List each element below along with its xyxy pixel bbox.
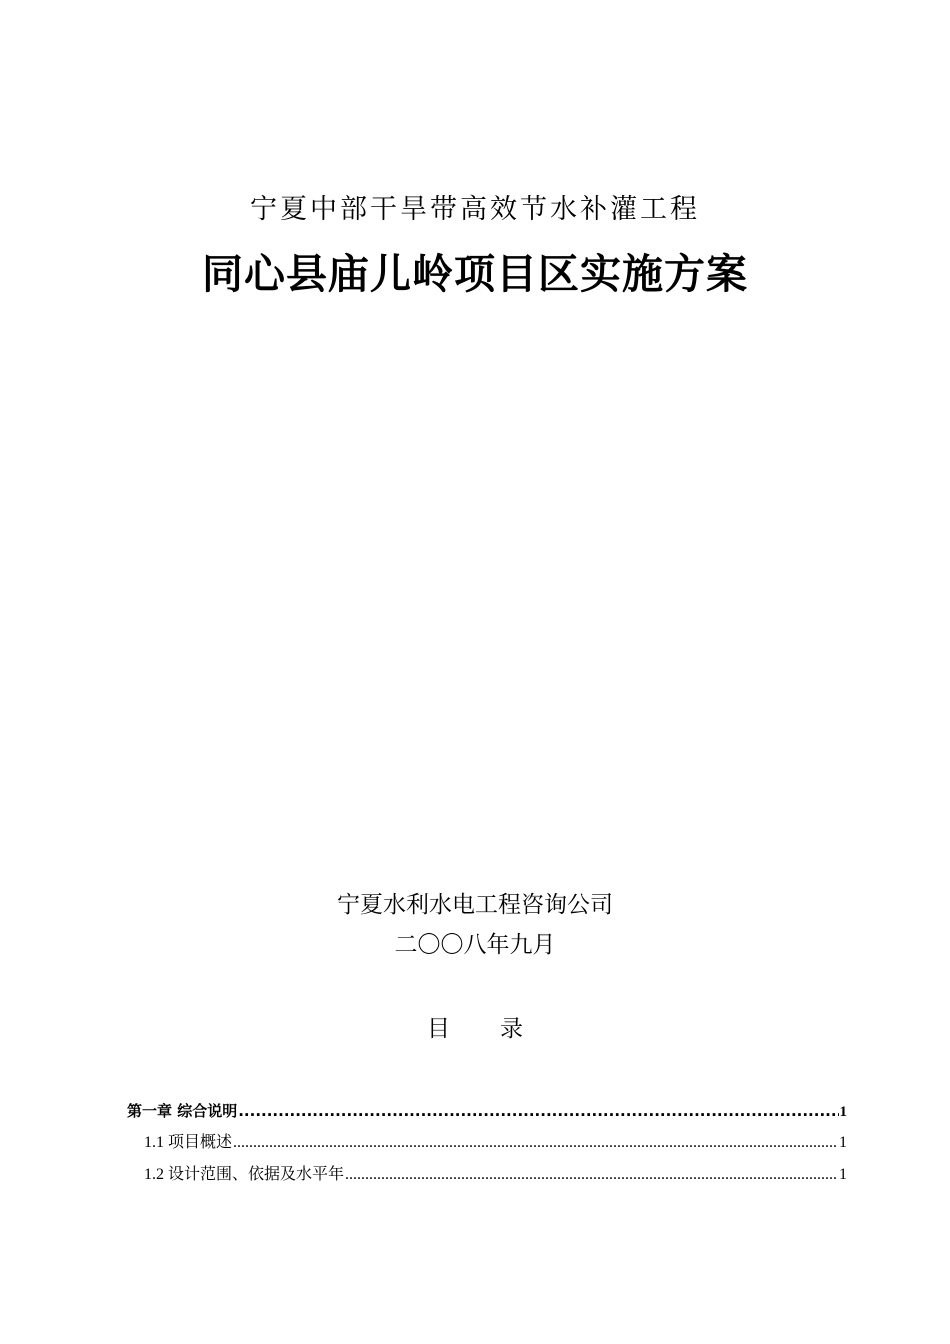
toc-heading-part1: 目 <box>427 1016 450 1042</box>
table-of-contents <box>127 1098 847 1194</box>
document-subtitle: 宁夏中部干旱带高效节水补灌工程 <box>250 194 700 225</box>
toc-entry-1-1[interactable] <box>127 1130 847 1162</box>
toc-entry-page: 1 <box>839 1134 847 1151</box>
company-name: 宁夏水利水电工程咨询公司 <box>337 892 613 918</box>
toc-entry-chapter-1[interactable] <box>127 1098 847 1130</box>
toc-entry-label: 第一章 综合说明 <box>127 1102 238 1120</box>
toc-dot-leader <box>238 1098 838 1124</box>
toc-dot-leader <box>345 1162 838 1188</box>
toc-entry-label: 1.2 设计范围、依据及水平年 <box>144 1166 345 1183</box>
toc-heading <box>0 1012 950 1046</box>
toc-entry-page: 1 <box>839 1104 847 1120</box>
toc-entry-page: 1 <box>839 1166 847 1183</box>
toc-entry-1-2[interactable] <box>127 1162 847 1194</box>
document-date: 二〇〇八年九月 <box>394 932 556 958</box>
toc-entry-label: 1.1 项目概述 <box>144 1134 233 1151</box>
document-title: 同心县庙儿岭项目区实施方案 <box>202 250 748 298</box>
toc-dot-leader <box>233 1130 838 1156</box>
toc-heading-part2: 录 <box>500 1016 523 1042</box>
